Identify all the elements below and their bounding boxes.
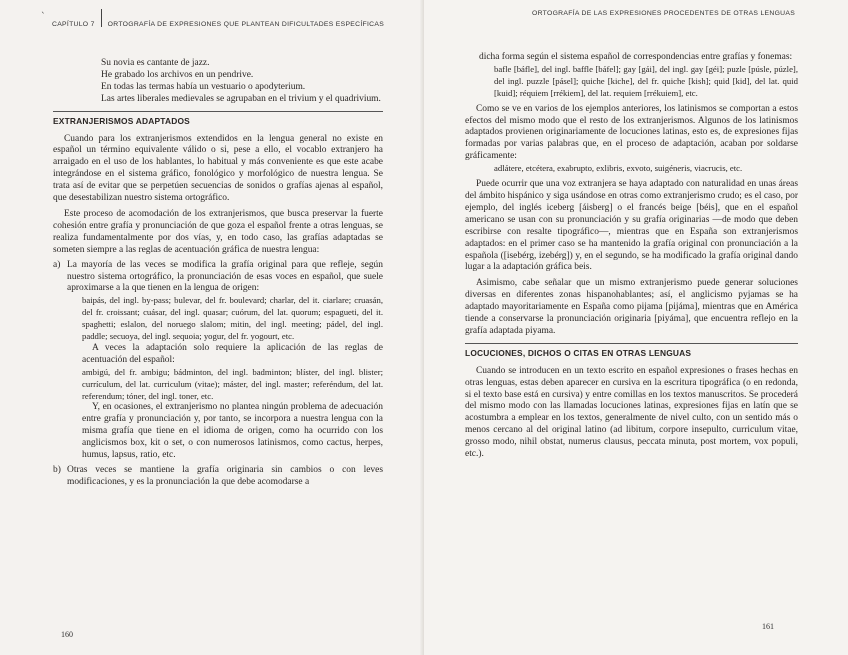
- page-number: 160: [61, 630, 73, 639]
- paragraph: Asimismo, cabe señalar que un mismo extranjerismo puede generar soluciones diversas en diferentes zonas hispanohablantes; así, el anglicismo pyjamas se ha adaptado mayoritariamente en España como pijama [pijáma], mientras que en América tiende a conservarse la pronunciación originaria [piyáma], que encuentra reflejo en la grafía adaptada piyama.: [465, 278, 798, 336]
- page-number: 161: [762, 622, 774, 631]
- section-heading: LOCUCIONES, DICHOS O CITAS EN OTRAS LENGUAS: [465, 347, 692, 358]
- chapter-label: CAPÍTULO 7: [52, 20, 95, 28]
- paragraph: Como se ve en varios de los ejemplos anteriores, los latinismos se comportan a estos efectos del mismo modo que el resto de los extranjerismos. Algunos de los latinismos adaptados provienen originariamente de locuciones latinas, esto es, de expresiones fijas formadas por varias palabras que, en el proceso de adaptación, acaban por soldarse gráficamente:: [465, 103, 798, 162]
- paragraph: A veces la adaptación solo requiere la aplicación de las reglas de acentuación del español:: [82, 342, 383, 365]
- list-item-a: [53, 260, 383, 296]
- example-line: En todas las termas había un vestuario o apodyterium.: [101, 81, 306, 92]
- left-body: [53, 58, 383, 489]
- chapter-title: ORTOGRAFÍA DE EXPRESIONES QUE PLANTEAN DIFICULTADES ESPECÍFICAS: [107, 20, 385, 28]
- paragraph: Este proceso de acomodación de los extranjerismos, que busca preservar la fuerte cohesión entre grafía y pronunciación de que goza el español frente a otras lenguas, se realiza fundamentalmente por dos vías, y, en todo caso, las grafías adaptadas se someten siempre a las reglas de acentuación gráfica de nuestra lengua:: [53, 208, 383, 255]
- section-heading: EXTRANJERISMOS ADAPTADOS: [53, 115, 190, 126]
- right-body: [465, 52, 798, 461]
- example-line: Las artes liberales medievales se agrupaban en el trivium y el quadrivium.: [101, 93, 381, 104]
- example-list: adlátere, etcétera, exabrupto, exlibris, exvoto, suigéneris, viacrucis, etc.: [494, 163, 743, 174]
- paragraph: Cuando para los extranjerismos extendidos en la lengua general no existe en español un término equivalente válido o si, pese a ello, el vocablo extranjero ha arraigado en el uso de los hablantes, lo habitual y más conveniente es que este acabe integrándose en el sistema gráfico, fonológico y morfológico de nuestra lengua. Se trata así de evitar que se perpetúen secuencias de sonidos o grafías ajenas al español, que desestabilizan nuestro sistema ortográfico.: [53, 133, 383, 204]
- paragraph: Cuando se introducen en un texto escrito en español expresiones o frases hechas en otras lenguas, estas deben aparecer en cursiva en la escritura tipográfica (o en redonda, si el texto base está en cursiva) y entre comillas en los textos manuscritos. Se procederá del mismo modo con las llamadas locuciones latinas, expresiones fijas en latín que se acostumbra a emplear en los textos, generalmente de nivel culto, con un sentido más o menos cercano al del original latino (ad libitum, corpore insepulto, curriculum vitae, grosso modo, nihil obstat, numerus clausus, peccata minuta, post mortem, vox populi, etc.).: [465, 365, 798, 460]
- list-item-b: [53, 465, 383, 489]
- example-line: Su novia es cantante de jazz.: [101, 58, 210, 68]
- corner-mark: ˋ: [41, 12, 46, 22]
- section-rule: [465, 343, 798, 344]
- item-label: b): [53, 465, 61, 475]
- left-running-head: [52, 15, 384, 33]
- paragraph: Puede ocurrir que una voz extranjera se haya adaptado con naturalidad en unas áreas del ámbito hispánico y siga usándose en otras como extranjerismo crudo; es el caso, por ejemplo, del inglés iceberg [áisberg] o el francés beige [béis], que en el español americano se usan con su pronunciación y su grafía originarias —de modo que deben escribirse con resalte tipográfico—, mientras que en España son extranjerismos adaptados: en el primer caso se ha mantenido la grafía original con pronunciación a la española ([isebérg, izebérg]) y, en el segundo, se ha modificado la grafía original dando lugar a la adaptación gráfica beis.: [465, 179, 798, 273]
- right-page: [424, 0, 848, 655]
- example-list: ambigú, del fr. ambigu; bádminton, del ingl. badminton; blíster, del ingl. blister; currículum, del lat. curriculum (vitae); máster, del ingl. master; referéndum, del lat. referendum; tóner, del ingl. toner, etc.: [82, 366, 383, 401]
- example-line: He grabado los archivos en un pendrive.: [101, 69, 254, 80]
- example-list: baipás, del ingl. by-pass; bulevar, del fr. boulevard; charlar, del it. ciarlare; cruasán, del fr. croissant; cuásar, del ingl. quasar; cuórum, del lat. quorum; espagueti, del it. spaghetti; eslalon, del noruego slalom; mitin, del ingl. meeting; pádel, del ingl. paddle; secuoya, del ingl. sequoia; yogur, del fr. yogourt, etc.: [82, 295, 383, 342]
- example-list: bafle [báfle], del ingl. baffle [báfel]; gay [gái], del ingl. gay [géi]; puzle [púsle, púzle], del ingl. puzzle [pásel]; quiche [kiche], del fr. quiche [kish]; quid [kid], del lat. quid [kuid]; réquiem [rrékiem], del lat. requiem [rrékuiem], etc.: [494, 63, 798, 98]
- section-rule: [53, 111, 383, 112]
- right-running-head: ORTOGRAFÍA DE LAS EXPRESIONES PROCEDENTES DE OTRAS LENGUAS: [532, 10, 796, 17]
- header-divider: [101, 9, 102, 27]
- item-text: La mayoría de las veces se modifica la grafía original para que refleje, según nuestro sistema ortográfico, la pronunciación de esas voces en español, que suele aproximarse a la que tienen en la lengua de origen:: [67, 259, 383, 294]
- continued-text: dicha forma según el sistema español de correspondencias entre grafías y fonemas:: [479, 52, 793, 62]
- paragraph: Y, en ocasiones, el extranjerismo no plantea ningún problema de adecuación entre grafía y pronunciación y, por tanto, se incorpora a nuestra lengua con la misma grafía que tiene en el idioma de origen, como ha ocurrido con los anglicismos box, kit o set, o con numerosos latinismos, como cactus, herpes, humus, lapsus, ratio, etc.: [82, 402, 383, 461]
- item-text: Otras veces se mantiene la grafía originaria sin cambios o con leves modificaciones, y es la pronunciación la que debe acomodarse a: [67, 465, 383, 487]
- item-label: a): [53, 259, 61, 270]
